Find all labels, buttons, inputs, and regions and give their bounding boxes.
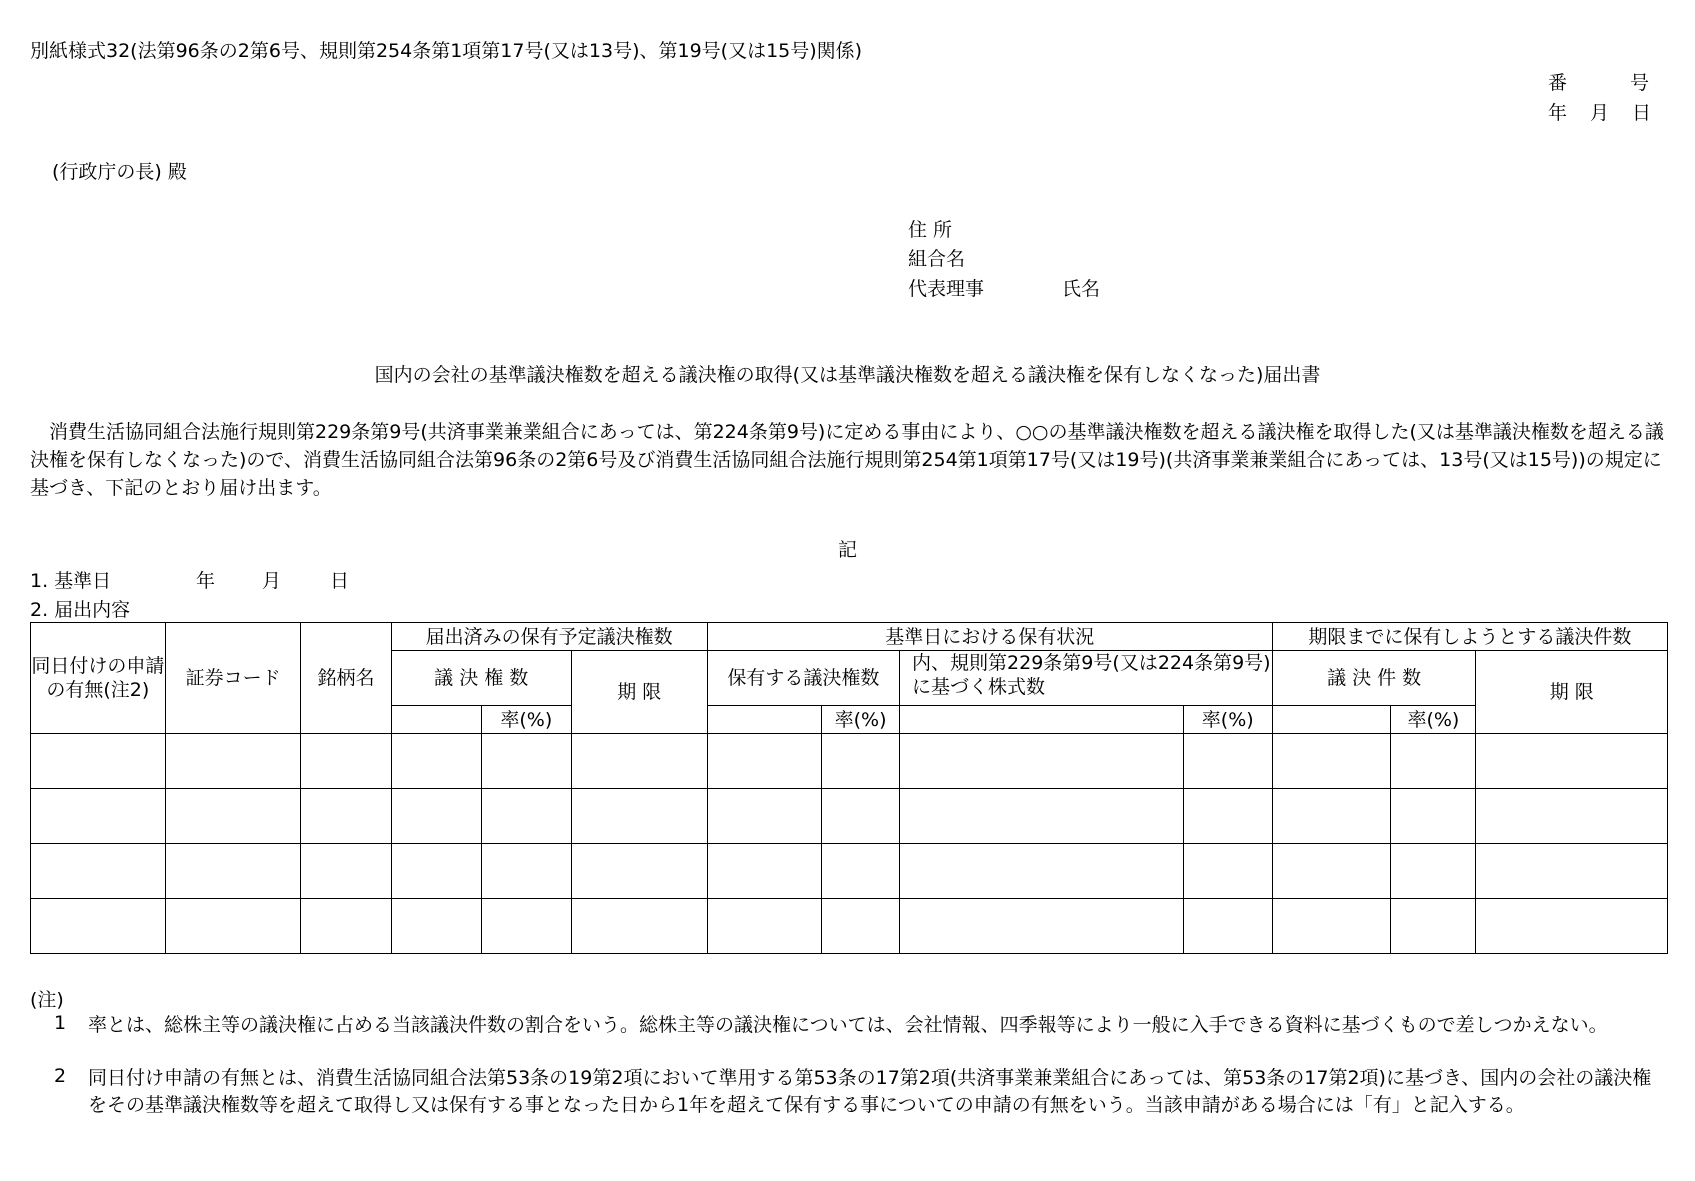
- table-cell[interactable]: [1391, 789, 1476, 844]
- table-cell[interactable]: [571, 789, 707, 844]
- table-cell[interactable]: [571, 734, 707, 789]
- rate-spacer: [900, 706, 1184, 734]
- table-cell[interactable]: [31, 899, 166, 954]
- date-year-label: 年: [1548, 102, 1568, 124]
- table-cell[interactable]: [301, 734, 391, 789]
- table-row: [31, 844, 1668, 899]
- table-cell[interactable]: [301, 844, 391, 899]
- table-cell[interactable]: [31, 734, 166, 789]
- table-cell[interactable]: [31, 789, 166, 844]
- table-cell[interactable]: [707, 844, 821, 899]
- table-cell[interactable]: [1272, 734, 1391, 789]
- date-month-label: 月: [1590, 102, 1610, 124]
- report-table: [30, 622, 1668, 954]
- table-cell[interactable]: [31, 844, 166, 899]
- table-cell[interactable]: [900, 789, 1184, 844]
- table-cell[interactable]: [165, 844, 301, 899]
- ki-marker: 記: [837, 539, 857, 561]
- date-day-label: 日: [1632, 102, 1652, 124]
- header-stock-name: 銘柄名: [301, 623, 391, 734]
- table-cell[interactable]: [822, 844, 900, 899]
- table-cell[interactable]: [1476, 844, 1668, 899]
- header-rate-4: 率(%): [1391, 706, 1476, 734]
- table-cell[interactable]: [481, 899, 571, 954]
- note-1-text: 率とは、総株主等の議決権に占める当該議決件数の割合をいう。総株主等の議決権については、会社情報、四季報等により一般に入手できる資料に基づくもので差しつかえない。: [88, 1014, 1608, 1036]
- header-voting-rights: 議 決 権 数: [391, 651, 571, 706]
- base-date-year: 年: [196, 570, 216, 592]
- header-securities-code: 証券コード: [165, 623, 301, 734]
- number-label: 番: [1548, 72, 1568, 94]
- table-cell[interactable]: [571, 899, 707, 954]
- table-cell[interactable]: [1272, 789, 1391, 844]
- header-rate-1: 率(%): [481, 706, 571, 734]
- table-cell[interactable]: [301, 789, 391, 844]
- table-cell[interactable]: [1476, 789, 1668, 844]
- number-suffix: 号: [1630, 72, 1650, 94]
- rate-spacer: [707, 706, 821, 734]
- note-2-text: 同日付け申請の有無とは、消費生活協同組合法第53条の19第2項において準用する第53条の17第2項(共済事業兼業組合にあっては、第53条の17第2項)に基づき、国内の会社の議決権をその基準議決権数等を超えて取得し又は保有する事となった日から1年を超えて保有する事についての申請の有無をいう。当該申請がある場合には「有」と記入する。: [88, 1067, 1652, 1116]
- table-cell[interactable]: [707, 899, 821, 954]
- table-cell[interactable]: [1272, 899, 1391, 954]
- document-title: 国内の会社の基準議決権数を超える議決権の取得(又は基準議決権数を超える議決権を保有しなくなった)届出書: [374, 364, 1321, 386]
- table-cell[interactable]: [481, 844, 571, 899]
- table-cell[interactable]: [165, 734, 301, 789]
- header-rate-3: 率(%): [1183, 706, 1272, 734]
- table-cell[interactable]: [481, 734, 571, 789]
- table-cell[interactable]: [1476, 899, 1668, 954]
- header-group-base-date: 基準日における保有状況: [707, 623, 1272, 651]
- table-cell[interactable]: [1183, 789, 1272, 844]
- table-cell[interactable]: [707, 734, 821, 789]
- table-row: [31, 899, 1668, 954]
- table-cell[interactable]: [571, 844, 707, 899]
- table-cell[interactable]: [707, 789, 821, 844]
- table-cell[interactable]: [1476, 734, 1668, 789]
- rate-spacer: [1272, 706, 1391, 734]
- table-cell[interactable]: [822, 734, 900, 789]
- table-cell[interactable]: [822, 899, 900, 954]
- note-1-number: 1: [54, 1012, 67, 1034]
- table-row: [31, 734, 1668, 789]
- table-cell[interactable]: [900, 734, 1184, 789]
- note-2-number: 2: [54, 1065, 67, 1087]
- form-reference: 別紙様式32(法第96条の2第6号、規則第254条第1項第17号(又は13号)、第19号(又は15号)関係): [30, 40, 863, 62]
- header-deadline-1: 期 限: [571, 651, 707, 734]
- table-cell[interactable]: [1391, 899, 1476, 954]
- header-deadline-2: 期 限: [1476, 651, 1668, 734]
- table-cell[interactable]: [391, 899, 481, 954]
- table-cell[interactable]: [391, 789, 481, 844]
- base-date-label: 1. 基準日: [30, 570, 112, 592]
- table-cell[interactable]: [301, 899, 391, 954]
- table-cell[interactable]: [1272, 844, 1391, 899]
- table-cell[interactable]: [481, 789, 571, 844]
- table-cell[interactable]: [165, 789, 301, 844]
- representative-label: 代表理事: [908, 278, 985, 300]
- table-cell[interactable]: [900, 899, 1184, 954]
- table-cell[interactable]: [1183, 734, 1272, 789]
- address-label: 住 所: [908, 219, 953, 241]
- table-cell[interactable]: [1183, 899, 1272, 954]
- notes-heading: (注): [30, 989, 64, 1011]
- header-held-voting-rights: 保有する議決権数: [707, 651, 899, 706]
- header-same-day-application: 同日付けの申請の有無(注2): [31, 623, 166, 734]
- base-date-day: 日: [330, 570, 350, 592]
- table-cell[interactable]: [1391, 844, 1476, 899]
- union-name-label: 組合名: [908, 248, 966, 270]
- rate-spacer: [391, 706, 481, 734]
- header-rate-2: 率(%): [822, 706, 900, 734]
- table-cell[interactable]: [1183, 844, 1272, 899]
- addressee: (行政庁の長) 殿: [52, 161, 187, 183]
- name-label: 氏名: [1062, 278, 1101, 300]
- table-cell[interactable]: [391, 844, 481, 899]
- header-rule-shares: 内、規則第229条第9号(又は224条第9号)に基づく株式数: [900, 651, 1273, 706]
- header-group-reported: 届出済みの保有予定議決権数: [391, 623, 707, 651]
- table-cell[interactable]: [1391, 734, 1476, 789]
- table-cell[interactable]: [391, 734, 481, 789]
- body-paragraph: 消費生活協同組合法施行規則第229条第9号(共済事業兼業組合にあっては、第224条第9号)に定める事由により、○○の基準議決権数を超える議決権を取得した(又は基準議決権数を超える議決権を保有しなくなった)ので、消費生活協同組合法第96条の2第6号及び消費生活協同組合法施行規則第254第1項第17号(又は19号)(共済事業兼業組合にあっては、13号(又は15号))の規定に基づき、下記のとおり届け出ます。: [30, 421, 1664, 499]
- table-cell[interactable]: [822, 789, 900, 844]
- header-voting-count: 議 決 件 数: [1272, 651, 1476, 706]
- header-group-until-deadline: 期限までに保有しようとする議決件数: [1272, 623, 1667, 651]
- content-label: 2. 届出内容: [30, 599, 131, 621]
- base-date-month: 月: [262, 570, 282, 592]
- table-row: [31, 789, 1668, 844]
- table-cell[interactable]: [165, 899, 301, 954]
- table-cell[interactable]: [900, 844, 1184, 899]
